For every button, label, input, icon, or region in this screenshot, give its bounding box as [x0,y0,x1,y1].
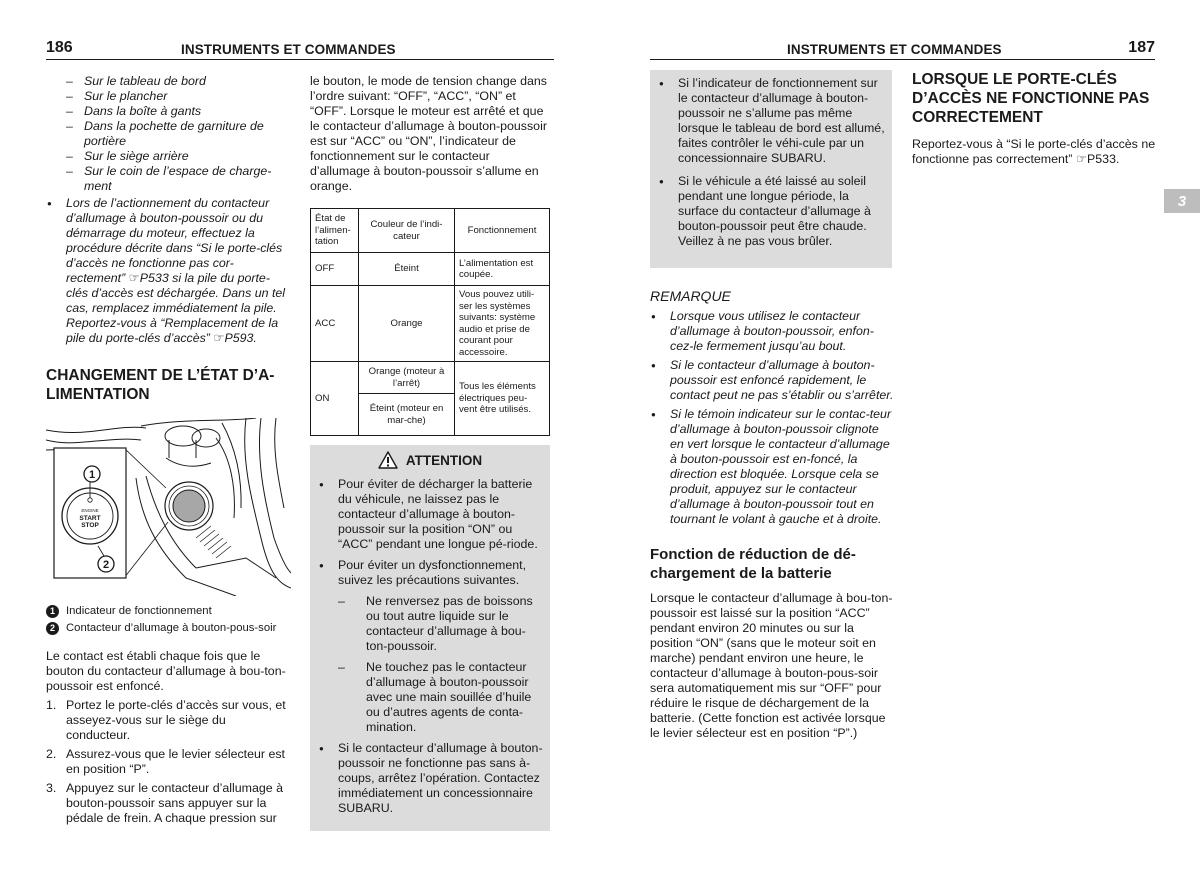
right-page [600,0,1200,896]
list-item: – Dans la pochette de garniture de portière [46,119,291,149]
attention-box [310,445,550,831]
chapter-tab: 3 [1164,189,1200,213]
callout-1-label: 1 [88,469,96,481]
table-cell: Éteint (moteur en mar-che) [359,394,455,436]
legend-item [46,604,291,618]
table-cell: ON [311,362,359,436]
legend-text: Contacteur d’allumage à bouton-pous-soir [66,622,277,634]
right-column-2 [912,70,1157,167]
step-text: Assurez-vous que le levier sélecteur est en position “P”. [66,747,286,776]
attention-continuation-box [650,70,892,268]
remarque-item: ● Si le contacteur d’allumage à bouton-poussoir est enfoncé rapidement, le contact peut ne pas s’établir ou s’arrêter. [650,358,895,403]
step-text: Appuyez sur le contacteur d’allumage à bouton-poussoir sans appuyer sur la pédale de frein. A chaque pression sur [66,781,283,825]
ignition-button-illustration [46,418,291,596]
list-item: – Sur le tableau de bord [46,74,291,89]
table-cell: Orange [359,286,455,362]
step-item [46,747,291,777]
right-column-1 [650,288,895,741]
header-title: INSTRUMENTS ET COMMANDES [181,42,396,57]
section-title: CHANGEMENT DE L’ÉTAT D’A-LIMENTATION [46,367,275,403]
list-item: – Dans la boîte à gants [46,104,291,119]
intro-paragraph: Le contact est établi chaque fois que le bouton du contacteur d’allumage à bou-ton-poussoir est enfoncé. [46,649,286,693]
remarque-item: ● Si le témoin indicateur sur le contac-teur d’allumage à bouton-poussoir clignote en vert lorsque le contacteur d’allumage à bouton-poussoir est en-foncé, la direction est bloquée. Lorsque cela se produit, appuyez sur le contacteur d’allumage à bouton-poussoir tout en tournant le volant à gauche et à droite. [650,407,895,527]
power-state-table [310,208,550,436]
remarque-item: ● Lorsque vous utilisez le contacteur d’allumage à bouton-poussoir, enfon-cez-le fermement jusqu’au bout. [650,309,895,354]
location-list [46,74,291,194]
button-stop-label: STOP [81,522,99,529]
list-item: – Ne touchez pas le contacteur d’allumage à bouton-poussoir avec une main souillée d’huile ou d’autres agents de conta-mination. [318,660,544,735]
button-start-label: START [79,515,101,522]
attention-continuation-content [658,76,886,249]
attention-header [310,445,550,475]
step-item [46,698,291,743]
table-header-state: État de l’alimen-tation [311,209,359,253]
callout-2-label: 2 [102,559,110,571]
attention-content [318,477,544,816]
attention-title: ATTENTION [405,452,483,468]
table-cell: Éteint [359,253,455,286]
legend-text: Indicateur de fonctionnement [66,605,212,617]
continued-paragraph: le bouton, le mode de tension change dans l’ordre suivant: “OFF”, “ACC”, “ON” et “OFF”. Lorsque le moteur est arrêté et que le contacteur d’allumage à bouton-poussoir est sur “ACC” ou “ON”, l’indicateur de fonctionnement sur le contacteur d’allumage à bouton-poussoir s’allume en orange. [310,74,547,193]
attention-bullet: ● Si le véhicule a été laissé au soleil pendant une longue période, la surface du contacteur d’allumage à bouton-poussoir peut être chaude. Veillez à ne pas vous brûler. [658,174,886,249]
table-cell: OFF [311,253,359,286]
button-engine-label: ENGINE [81,508,99,513]
dead-battery-note: ● Lors de l’actionnement du contacteur d’allumage à bouton-poussoir ou du démarrage du moteur, effectuez la procédure décrite dans “Si le porte-clés d’accès ne fonctionne pas cor-rectement” ☞P533 si la pile du porte-clés d’accès est déchargée. Dans un tel cas, remplacez immédiatement la pile. Reportez-vous à “Remplacement de la pile du porte-clés d’accès” ☞P593. [46,196,291,346]
right-page-header [650,38,1155,60]
step-number: 1. [46,698,57,712]
attention-bullet: ● Pour éviter de décharger la batterie du véhicule, ne laissez pas le contacteur d’allumage à bouton-poussoir sur la position “ON” ou “ACC” pendant une longue pé-riode. [318,477,544,552]
left-column-2 [310,74,550,436]
table-cell: Tous les éléments électriques peu-vent être utilisés. [455,362,550,436]
step-item [46,781,291,826]
remarque-title: REMARQUE [650,288,731,304]
list-item: – Sur le siège arrière [46,149,291,164]
table-cell: ACC [311,286,359,362]
left-column-1 [46,74,291,826]
left-page-header [46,38,554,60]
section-paragraph: Reportez-vous à “Si le porte-clés d’accès ne fonctionne pas correctement” ☞P533. [912,137,1156,166]
warning-triangle-icon [378,451,398,469]
page-number: 186 [46,39,73,56]
list-item: – Sur le plancher [46,89,291,104]
illustration-legend [46,604,291,635]
header-title: INSTRUMENTS ET COMMANDES [787,42,1002,57]
table-header-function: Fonctionnement [455,209,550,253]
step-number: 3. [46,781,57,795]
legend-item [46,621,291,635]
list-item: – Ne renversez pas de boissons ou tout autre liquide sur le contacteur d’allumage à bou-ton-poussoir. [318,594,544,654]
table-cell: L’alimentation est coupée. [455,253,550,286]
page-number: 187 [1128,39,1155,56]
attention-bullet: ● Si le contacteur d’allumage à bouton-poussoir ne fonctionne pas sans à-coups, arrêtez l’opération. Contactez immédiatement un concessionnaire SUBARU. [318,741,544,816]
step-number: 2. [46,747,57,761]
attention-bullet: ● Si l’indicateur de fonctionnement sur le contacteur d’allumage à bouton-poussoir ne s’allume pas même lorsque le tableau de bord est allumé, faites contrôler le véhi-cule par un concessionnaire SUBARU. [658,76,886,166]
legend-badge: 1 [46,605,59,618]
table-cell: Vous pouvez utili-ser les systèmes suivants: système audio et prise de courant pour accessoire. [455,286,550,362]
table-cell: Orange (moteur à l’arrêt) [359,362,455,394]
subsection-paragraph: Lorsque le contacteur d’allumage à bou-ton-poussoir est laissé sur la position “ACC” pendant environ 20 minutes ou sur la position “ON” (sans que le moteur soit en marche) pendant environ une heure, le contacteur d’allumage à bouton-pous-soir sera automatiquement mis sur “OFF” pour réduire le risque de déchargement de la batterie. (Cette fonction est activée lorsque le levier sélecteur est en position “P”.) [650,591,893,740]
attention-bullet: ● Pour éviter un dysfonctionnement, suivez les précautions suivantes. [318,558,544,588]
step-text: Portez le porte-clés d’accès sur vous, et asseyez-vous sur le siège du conducteur. [66,698,286,742]
section-title: LORSQUE LE PORTE-CLÉS D’ACCÈS NE FONCTIONNE PAS CORRECTEMENT [912,71,1150,126]
list-item: – Sur le coin de l’espace de charge-ment [46,164,291,194]
attention-sublist [318,594,544,735]
table-header-color: Couleur de l’indi-cateur [359,209,455,253]
legend-badge: 2 [46,622,59,635]
subsection-title: Fonction de réduction de dé-chargement de la batterie [650,546,856,582]
